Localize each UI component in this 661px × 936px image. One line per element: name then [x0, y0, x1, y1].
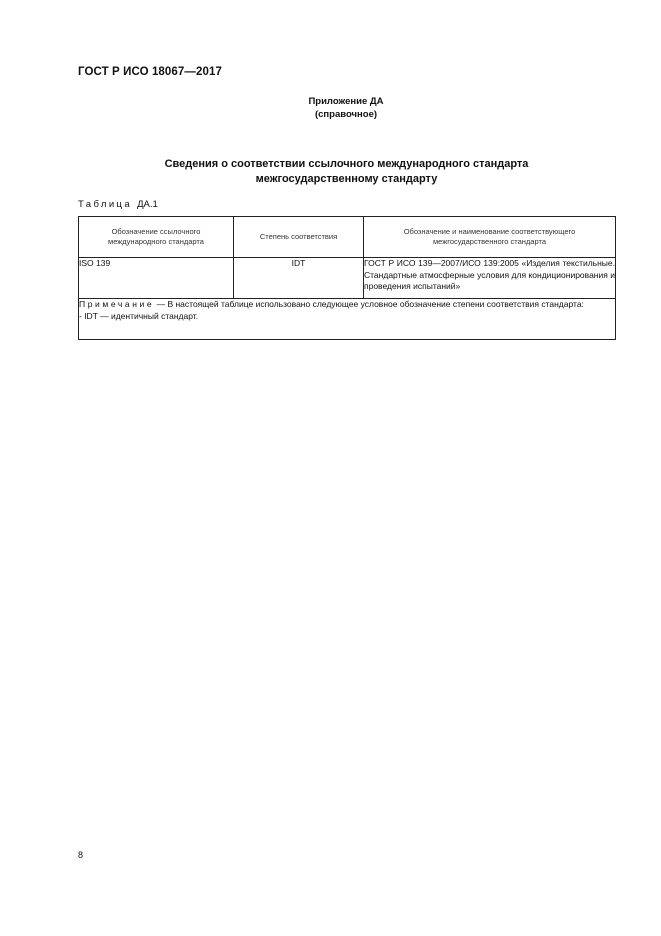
note-text — [79, 299, 615, 311]
table-row — [79, 258, 616, 299]
section-title — [78, 157, 615, 187]
appendix-kind: (справочное) — [314, 109, 378, 120]
table-header-row — [79, 217, 616, 258]
table-note — [79, 299, 616, 340]
section-title-line-1: Сведения о соответствии ссылочного международного стандарта — [164, 158, 529, 170]
column-header-reference: Обозначение ссылочного международного стандарта — [79, 217, 234, 258]
note-body: — В настоящей таблице использовано следующее условное обозначение степени соответствия стандарта: — [156, 299, 584, 309]
cell-corresponding: ГОСТ Р ИСО 139—2007/ИСО 139:2005 «Изделия текстильные. Стандартные атмосферные условия для кондиционирования и проведения испытаний» — [364, 258, 616, 299]
note-label: Примечание — [79, 299, 155, 309]
section-title-line-2: межгосударственному стандарту — [255, 173, 438, 185]
table-caption — [78, 199, 158, 210]
cell-degree: IDT — [234, 258, 364, 299]
table-caption-label: Таблица — [78, 199, 133, 210]
table-caption-number: ДА.1 — [137, 199, 158, 210]
column-header-corresponding: Обозначение и наименование соответствующего межгосударственного стандарта — [364, 217, 616, 258]
cell-reference: ISO 139 — [79, 258, 234, 299]
correspondence-table — [78, 216, 616, 340]
table-note-row — [79, 299, 616, 340]
appendix-title: Приложение ДА — [308, 96, 384, 107]
page-number: 8 — [78, 850, 84, 860]
note-item: - IDT — идентичный стандарт. — [79, 310, 199, 321]
column-header-degree: Степень соответствия — [234, 217, 364, 258]
document-code: ГОСТ Р ИСО 18067—2017 — [78, 66, 223, 78]
